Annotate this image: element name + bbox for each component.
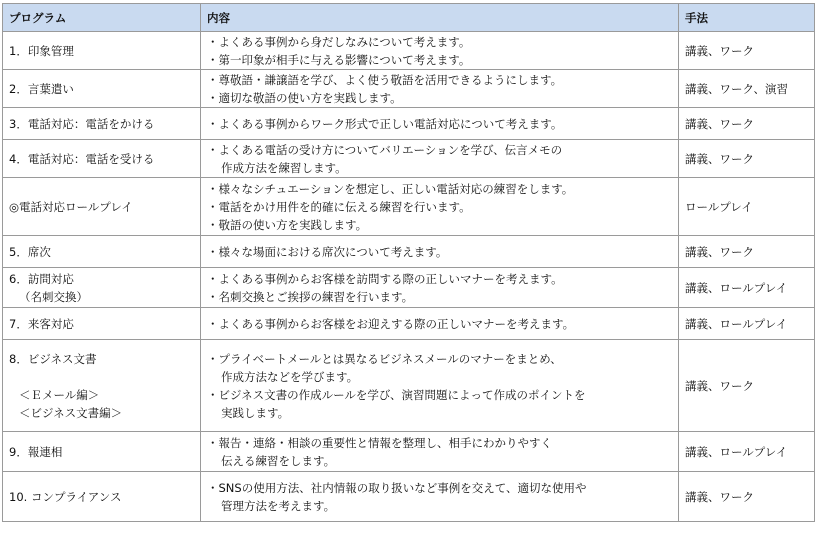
table-row [3, 340, 815, 432]
content-cell [201, 236, 679, 268]
method-cell: 講義、ロールプレイ [679, 308, 815, 340]
program-label: 4．電話対応：電話を受ける [9, 151, 155, 166]
content-line: ・SNSの使用方法、社内情報の取り扱いなど事例を交えて、適切な使用や [207, 480, 587, 495]
table-body [3, 32, 815, 522]
program-cell [3, 268, 201, 308]
content-line: ・よくある事例から身だしなみについて考えます。 [207, 34, 471, 49]
content-line: ・様々な場面における席次について考えます。 [207, 244, 448, 259]
program-label: 2．言葉遣い [9, 81, 74, 96]
content-line: 実践します。 [221, 405, 290, 420]
program-label: ◎電話対応ロールプレイ [9, 199, 133, 214]
content-line: ・電話をかけ用件を的確に伝える練習を行います。 [207, 199, 471, 214]
content-line: 管理方法を考えます。 [221, 498, 336, 513]
program-cell [3, 140, 201, 178]
header-row [3, 4, 815, 32]
table-row [3, 308, 815, 340]
content-line: ・尊敬語・謙譲語を学び、よく使う敬語を活用できるようにします。 [207, 72, 563, 87]
method-cell: 講義、ワーク [679, 340, 815, 432]
program-cell [3, 108, 201, 140]
program-cell [3, 178, 201, 236]
content-cell [201, 308, 679, 340]
content-cell [201, 268, 679, 308]
method-cell: 講義、ロールプレイ [679, 432, 815, 472]
content-cell [201, 108, 679, 140]
content-line: 作成方法を練習します。 [221, 160, 347, 175]
content-line: ・よくある事例からワーク形式で正しい電話対応について考えます。 [207, 116, 563, 131]
content-line: ・よくある電話の受け方についてバリエーションを学び、伝言メモの [207, 142, 563, 157]
table-row [3, 236, 815, 268]
content-line: 作成方法などを学びます。 [221, 369, 359, 384]
program-label: 6．訪問対応 [9, 271, 74, 286]
header-content: 内容 [201, 4, 679, 32]
content-line: ・ビジネス文書の作成ルールを学び、演習問題によって作成のポイントを [207, 387, 586, 402]
program-cell [3, 308, 201, 340]
program-label: 8．ビジネス文書 [9, 351, 97, 366]
content-cell [201, 340, 679, 432]
table-row [3, 32, 815, 70]
content-line: ・よくある事例からお客様をお迎えする際の正しいマナーを考えます。 [207, 316, 575, 331]
curriculum-table [2, 3, 815, 522]
content-line: 伝える練習をします。 [221, 453, 336, 468]
method-cell: 講義、ワーク、演習 [679, 70, 815, 108]
method-cell: 講義、ワーク [679, 108, 815, 140]
table-row [3, 268, 815, 308]
table-row [3, 108, 815, 140]
program-cell [3, 32, 201, 70]
program-label: 9．報連相 [9, 444, 63, 459]
table-header [3, 4, 815, 32]
program-cell [3, 236, 201, 268]
content-line: ・プライベートメールとは異なるビジネスメールのマナーをまとめ、 [207, 351, 562, 366]
table-row [3, 70, 815, 108]
table-row [3, 432, 815, 472]
content-line: ・第一印象が相手に与える影響について考えます。 [207, 52, 471, 67]
content-line: ・名刺交換とご挨拶の練習を行います。 [207, 289, 414, 304]
program-label: 10. コンプライアンス [9, 489, 122, 504]
program-cell [3, 340, 201, 432]
table-row [3, 178, 815, 236]
program-cell [3, 472, 201, 522]
program-label: 7．来客対応 [9, 316, 74, 331]
method-cell: 講義、ワーク [679, 140, 815, 178]
program-label: 1．印象管理 [9, 43, 74, 58]
program-label: ＜ビジネス文書編＞ [19, 405, 123, 420]
content-cell [201, 432, 679, 472]
content-line: ・様々なシチュエーションを想定し、正しい電話対応の練習をします。 [207, 181, 574, 196]
header-program: プログラム [3, 4, 201, 32]
content-line: ・適切な敬語の使い方を実践します。 [207, 90, 402, 105]
program-label: ＜Ｅメール編＞ [19, 387, 100, 402]
method-cell: 講義、ロールプレイ [679, 268, 815, 308]
content-line: ・敬語の使い方を実践します。 [207, 217, 368, 232]
program-cell [3, 70, 201, 108]
method-cell: 講義、ワーク [679, 32, 815, 70]
method-cell: 講義、ワーク [679, 472, 815, 522]
table-row [3, 472, 815, 522]
method-cell: ロールプレイ [679, 178, 815, 236]
content-cell [201, 32, 679, 70]
content-line: ・よくある事例からお客様を訪問する際の正しいマナーを考えます。 [207, 271, 563, 286]
program-cell [3, 432, 201, 472]
content-line: ・報告・連絡・相談の重要性と情報を整理し、相手にわかりやすく [207, 435, 552, 450]
program-label: 3．電話対応：電話をかける [9, 116, 155, 131]
content-cell [201, 472, 679, 522]
program-label: （名刺交換） [19, 289, 88, 304]
content-cell [201, 140, 679, 178]
table-row [3, 140, 815, 178]
header-method: 手法 [679, 4, 815, 32]
content-cell [201, 70, 679, 108]
method-cell: 講義、ワーク [679, 236, 815, 268]
content-cell [201, 178, 679, 236]
program-label: 5．席次 [9, 244, 51, 259]
program-label [9, 368, 194, 386]
